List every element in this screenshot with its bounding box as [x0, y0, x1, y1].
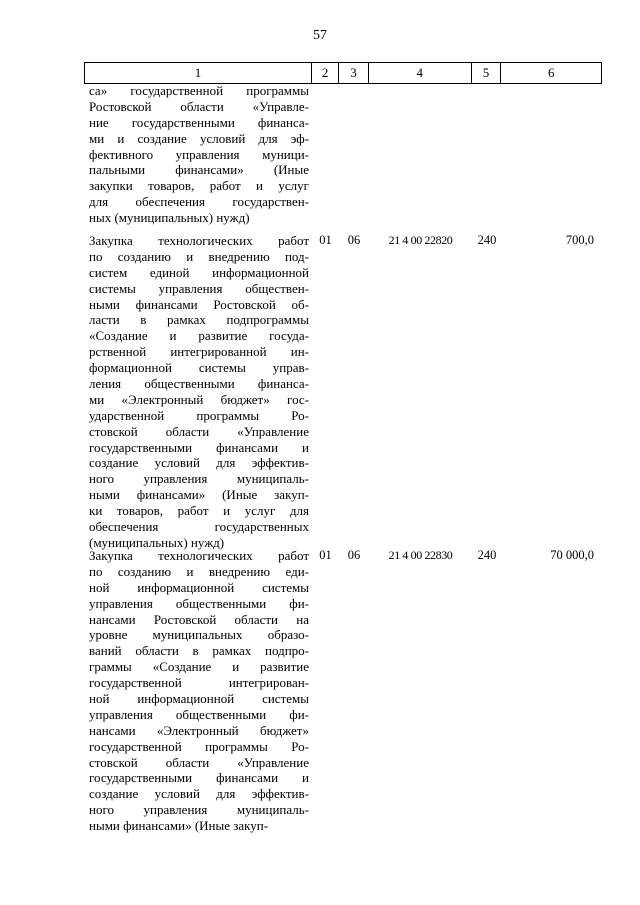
description-line: ного управления муниципаль-: [89, 471, 309, 487]
description-line: по созданию и внедрению еди-: [89, 563, 309, 579]
column-header: 4: [369, 63, 472, 83]
description-line: ления общественными финанса-: [89, 376, 309, 392]
target-article-code: 21 4 00 22820: [388, 233, 453, 247]
description-line: закупки товаров, работ и услуг: [89, 178, 309, 194]
target-article-code: [369, 83, 472, 226]
expense-type-code: 240: [477, 233, 497, 247]
description-line: фективного управления муници-: [89, 146, 309, 162]
description-line: формационной системы управ-: [89, 360, 309, 376]
column-header: 1: [85, 63, 312, 83]
description-line: нансами Ростовской области на: [89, 611, 309, 627]
row-description: [84, 233, 312, 551]
column-header: 2: [312, 63, 339, 83]
section-code: 01: [319, 233, 332, 247]
description-line: ударственной программы Ро-: [89, 407, 309, 423]
description-line: для обеспечения государствен-: [89, 194, 309, 210]
table-header: [84, 62, 602, 84]
target-article-code: 21 4 00 22830: [388, 548, 453, 562]
column-header: 5: [472, 63, 502, 83]
description-line: «Создание и развитие госуда-: [89, 328, 309, 344]
row-description: [84, 83, 312, 226]
section-code: 01: [319, 548, 332, 562]
subsection-code: 06: [347, 233, 361, 247]
description-line: управления общественными фи-: [89, 706, 309, 722]
table-row: [84, 548, 602, 834]
subsection-code: 06: [347, 548, 361, 562]
description-line: ными финансами» (Иные закуп-: [89, 818, 269, 834]
column-header: 6: [547, 65, 555, 80]
table-row: [84, 83, 602, 226]
description-line: государственной программы Ро-: [89, 738, 309, 754]
expense-type-code: 240: [477, 548, 497, 562]
description-line: ласти в рамках подпрограммы: [89, 312, 309, 328]
description-line: государственной интегрирован-: [89, 675, 309, 691]
page-number: 57: [313, 28, 327, 43]
description-line: ными финансами» (Иные закуп-: [89, 487, 309, 503]
description-line: обеспечения государственных: [89, 519, 309, 535]
row-description: [84, 548, 312, 834]
description-line: Закупка технологических работ: [89, 233, 309, 248]
description-line: систем единой информационной: [89, 264, 309, 280]
description-line: рственной интегрированной ин-: [89, 344, 309, 360]
description-line: создание условий для эффектив-: [89, 455, 309, 471]
description-line: ного управления муниципаль-: [89, 802, 309, 818]
description-line: ваний области в рамках подпро-: [89, 643, 309, 659]
amount: 70 000,0: [550, 548, 594, 562]
description-line: ние государственными финанса-: [89, 114, 309, 130]
description-line: ми «Электронный бюджет» гос-: [89, 391, 309, 407]
description-line: системы управления обществен-: [89, 280, 309, 296]
description-line: Закупка технологических работ: [89, 548, 309, 563]
description-line: ной информационной системы: [89, 691, 309, 707]
description-line: ными финансами Ростовской об-: [89, 296, 309, 312]
description-line: ных (муниципальных) нужд): [89, 210, 250, 226]
description-line: по созданию и внедрению под-: [89, 248, 309, 264]
description-line: граммы «Создание и развитие: [89, 659, 309, 675]
subsection-code: [339, 83, 369, 226]
description-line: (муниципальных) нужд): [89, 534, 225, 550]
description-line: Ростовской области «Управле-: [89, 98, 309, 114]
description-line: ной информационной системы: [89, 579, 309, 595]
table-row: [84, 233, 602, 551]
description-line: стовской области «Управление: [89, 754, 309, 770]
column-header: 3: [339, 63, 369, 83]
description-line: уровне муниципальных образо-: [89, 627, 309, 643]
description-line: ми и создание условий для эф-: [89, 130, 309, 146]
section-code: [312, 83, 339, 226]
amount: 700,0: [565, 233, 594, 247]
description-line: государственными финансами и: [89, 770, 309, 786]
description-line: создание условий для эффектив-: [89, 786, 309, 802]
description-line: са» государственной программы: [89, 83, 309, 98]
description-line: государственными финансами и: [89, 439, 309, 455]
description-line: управления общественными фи-: [89, 595, 309, 611]
description-line: нансами «Электронный бюджет»: [89, 722, 309, 738]
description-line: пальными финансами» (Иные: [89, 162, 309, 178]
description-line: ки товаров, работ и услуг для: [89, 503, 309, 519]
description-line: стовской области «Управление: [89, 423, 309, 439]
amount: [502, 83, 602, 226]
expense-type-code: [472, 83, 502, 226]
